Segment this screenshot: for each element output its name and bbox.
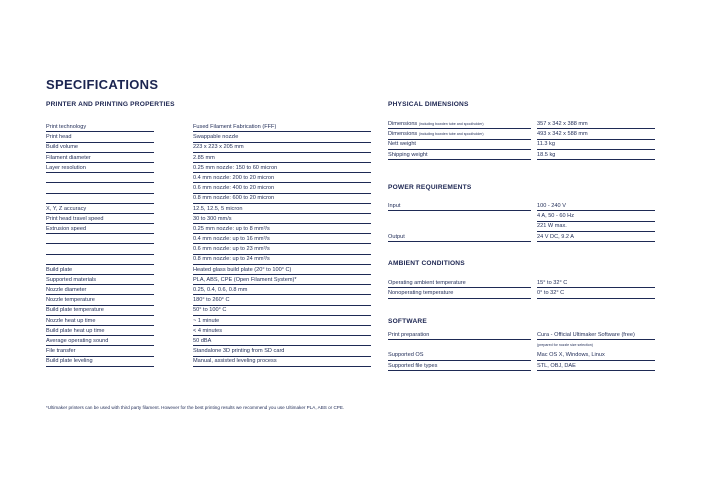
spec-label-text: Print preparation [388, 332, 430, 338]
spec-value: 0.4 mm nozzle: 200 to 20 micron [193, 173, 371, 183]
spec-value: 0.8 mm nozzle: 600 to 20 micron [193, 193, 371, 203]
spec-label-text: Shipping weight [388, 151, 428, 158]
spec-value: Swappable nozzle [193, 132, 371, 142]
spec-label-text: Build plate temperature [46, 307, 104, 314]
spec-value: 221 W max. [537, 221, 655, 231]
spec-label [46, 153, 154, 163]
spec-value: (prepared for nozzle size selection) [537, 343, 593, 348]
spec-label [46, 336, 154, 346]
spec-label [388, 350, 531, 360]
software-heading: SOFTWARE [388, 318, 427, 325]
spec-label [46, 326, 154, 336]
spec-value: Mac OS X, Windows, Linux [537, 350, 655, 360]
spec-value: Fused Filament Fabrication (FFF) [193, 122, 371, 132]
page-title: SPECIFICATIONS [46, 77, 159, 92]
spec-label-note: (including bowden tube and spoolholder) [418, 132, 484, 137]
spec-label-text: Print technology [46, 124, 87, 130]
spec-value: 0.4 mm nozzle: up to 16 mm³/s [193, 234, 371, 244]
spec-label-text: Print head [46, 134, 72, 141]
spec-value: 15° to 32° C [537, 278, 655, 288]
spec-label [46, 173, 154, 183]
spec-label-text: Layer resolution [46, 164, 86, 171]
spec-label-text: Output [388, 233, 405, 240]
spec-label [46, 254, 154, 264]
spec-value: 0.25 mm nozzle: 150 to 60 micron [193, 163, 371, 173]
spec-label [388, 361, 531, 371]
spec-label [388, 211, 531, 220]
spec-value: 4 A, 50 - 60 Hz [537, 211, 655, 221]
spec-label-text: Build volume [46, 144, 79, 151]
spec-label [46, 183, 154, 193]
spec-value: 180° to 260° C [193, 295, 371, 305]
footnote: *Ultimaker printers can be used with third party filament. However for the best printing results we recommend you use Ultimaker PLA, ABS or CPE. [46, 405, 345, 410]
spec-label-text: Nozzle heat up time [46, 317, 96, 324]
spec-label [388, 232, 531, 242]
spec-value: 50 dBA [193, 336, 371, 346]
spec-value: 2.85 mm [193, 153, 371, 163]
spec-label-text: Build plate [46, 266, 73, 273]
spec-value: Cura - Official Ultimaker Software (free) [537, 330, 655, 340]
spec-label [46, 356, 154, 366]
spec-value: PLA, ABS, CPE (Open Filament System)* [193, 275, 371, 285]
spec-value: 0.6 mm nozzle: up to 23 mm³/s [193, 244, 371, 254]
spec-value: 24 V DC, 9.2 A [537, 232, 655, 242]
spec-value: 0.25, 0.4, 0.6, 0.8 mm [193, 285, 371, 295]
spec-value: 11.3 kg [537, 139, 655, 149]
spec-value: 100 - 240 V [537, 201, 655, 211]
spec-label-text: Build plate leveling [46, 358, 93, 365]
spec-label-text: Nett weight [388, 141, 416, 148]
spec-label [46, 346, 154, 356]
spec-value: 30 to 300 mm/s [193, 214, 371, 224]
spec-value: 18.5 kg [537, 150, 655, 160]
spec-value: Manual, assisted leveling process [193, 356, 371, 366]
physical-dimensions-heading: PHYSICAL DIMENSIONS [388, 101, 469, 108]
spec-value: 223 x 223 x 205 mm [193, 142, 371, 152]
spec-value: 12.5, 12.5, 5 micron [193, 204, 371, 214]
spec-label-text: File transfer [46, 348, 76, 355]
spec-label [388, 221, 531, 230]
spec-label-text: Operating ambient temperature [388, 280, 466, 286]
spec-label-text: Extrusion speed [46, 225, 87, 232]
spec-value: < 4 minutes [193, 326, 371, 336]
printer-properties-heading: PRINTER AND PRINTING PROPERTIES [46, 101, 175, 108]
spec-label [46, 132, 154, 142]
spec-label [46, 295, 154, 305]
spec-label-text: Supported file types [388, 362, 438, 369]
spec-value: 0° to 32° C [537, 288, 655, 298]
spec-label-text: Average operating sound [46, 337, 109, 344]
spec-label-text: Dimensions [388, 121, 418, 127]
spec-value: ~ 1 minute [193, 316, 371, 326]
spec-label [46, 275, 154, 285]
spec-value: 0.8 mm nozzle: up to 24 mm³/s [193, 254, 371, 264]
spec-label-text: Print head travel speed [46, 215, 104, 222]
spec-label [46, 244, 154, 254]
spec-label [46, 142, 154, 152]
ambient-conditions-heading: AMBIENT CONDITIONS [388, 260, 465, 267]
spec-value: Heated glass build plate (20° to 100° C) [193, 265, 371, 275]
spec-label [46, 234, 154, 244]
spec-label-text: X, Y, Z accuracy [46, 205, 87, 212]
spec-label [46, 214, 154, 224]
spec-label [388, 340, 531, 349]
power-requirements-heading: POWER REQUIREMENTS [388, 184, 472, 191]
spec-value: 0.25 mm nozzle: up to 8 mm³/s [193, 224, 371, 234]
spec-label-text: Supported materials [46, 276, 97, 283]
spec-label [46, 305, 154, 315]
spec-label [388, 150, 531, 160]
spec-label-text: Build plate heat up time [46, 327, 105, 334]
spec-value: 493 x 342 x 588 mm [537, 129, 655, 139]
spec-label-text: Supported OS [388, 352, 424, 359]
spec-label [388, 201, 531, 211]
spec-value: 50° to 100° C [193, 305, 371, 315]
spec-label-note: (including bowden tube and spoolholder) [418, 122, 484, 126]
spec-label-text: Dimensions [388, 131, 418, 138]
spec-value: STL, OBJ, DAE [537, 361, 655, 371]
spec-label [388, 129, 531, 139]
spec-label [388, 119, 531, 129]
spec-label [46, 163, 154, 173]
spec-value: Standalone 3D printing from SD card [193, 346, 371, 356]
spec-label [46, 316, 154, 326]
spec-label [388, 288, 531, 298]
spec-label-text: Filament diameter [46, 154, 91, 161]
spec-value: 0.6 mm nozzle: 400 to 20 micron [193, 183, 371, 193]
spec-label [388, 278, 531, 288]
spec-value: 357 x 342 x 388 mm [537, 119, 655, 129]
spec-label-text: Nonoperating temperature [388, 290, 454, 297]
spec-label-text: Input [388, 203, 401, 209]
spec-label [46, 204, 154, 214]
spec-label [388, 139, 531, 149]
spec-label [388, 330, 531, 340]
spec-label [46, 122, 154, 132]
spec-label-text: Nozzle temperature [46, 297, 95, 304]
spec-label [46, 265, 154, 275]
spec-label [46, 285, 154, 295]
spec-label [46, 193, 154, 203]
spec-label [46, 224, 154, 234]
spec-label-text: Nozzle diameter [46, 287, 87, 293]
